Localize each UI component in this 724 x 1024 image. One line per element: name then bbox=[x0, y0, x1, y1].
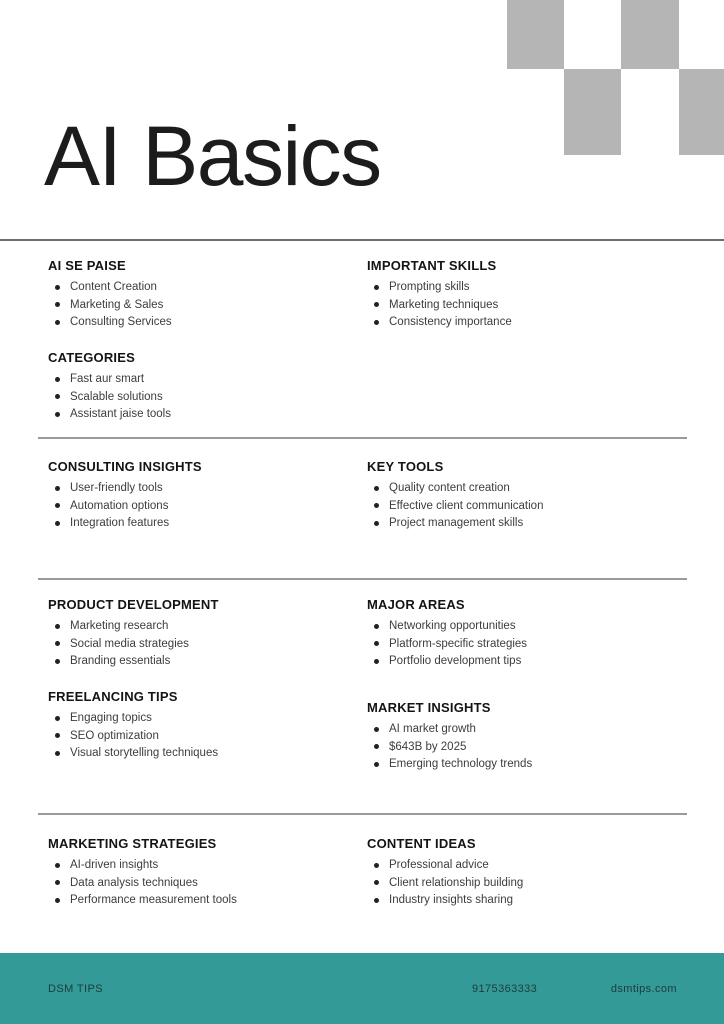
section-list bbox=[367, 280, 688, 329]
list-item-text: Emerging technology trends bbox=[389, 758, 533, 770]
section-major-areas bbox=[367, 597, 688, 668]
list-item bbox=[367, 740, 688, 754]
section-heading: AI SE PAISE bbox=[48, 258, 126, 273]
list-item bbox=[48, 654, 367, 668]
bullet-icon bbox=[374, 302, 379, 307]
section-content-ideas bbox=[367, 836, 688, 907]
list-item bbox=[48, 280, 367, 294]
list-item-text: SEO optimization bbox=[70, 729, 159, 742]
list-item-text: Consulting Services bbox=[70, 316, 172, 328]
column-left bbox=[48, 258, 367, 425]
bullet-icon bbox=[55, 880, 60, 885]
list-item bbox=[367, 637, 688, 651]
section-product-development bbox=[48, 597, 367, 668]
list-item bbox=[48, 372, 367, 386]
list-item-text: Consistency importance bbox=[389, 316, 512, 328]
column-right bbox=[367, 836, 688, 911]
content-row-2 bbox=[48, 459, 688, 534]
list-item-text: $643B by 2025 bbox=[389, 740, 467, 753]
page-title: AI Basics bbox=[44, 109, 381, 203]
list-item bbox=[367, 654, 688, 668]
section-list bbox=[48, 619, 367, 668]
list-item-text: Client relationship building bbox=[389, 876, 524, 889]
list-item bbox=[48, 876, 367, 890]
section-heading: CONSULTING INSIGHTS bbox=[48, 459, 202, 474]
bullet-icon bbox=[55, 285, 60, 290]
section-list bbox=[367, 619, 688, 668]
list-item bbox=[48, 516, 367, 530]
list-item-text: Data analysis techniques bbox=[70, 876, 198, 889]
list-item-text: Effective client communication bbox=[389, 499, 544, 512]
list-item-text: Assistant jaise tools bbox=[70, 408, 171, 420]
divider bbox=[38, 813, 687, 815]
bullet-icon bbox=[55, 394, 60, 399]
checker-square bbox=[621, 0, 679, 69]
bullet-icon bbox=[374, 744, 379, 749]
list-item-text: Project management skills bbox=[389, 517, 524, 529]
section-heading: MARKETING STRATEGIES bbox=[48, 836, 217, 851]
list-item-text: Industry insights sharing bbox=[389, 894, 514, 906]
list-item-text: Content Creation bbox=[70, 281, 157, 293]
section-heading: CONTENT IDEAS bbox=[367, 836, 476, 851]
bullet-icon bbox=[55, 624, 60, 629]
list-item-text: Performance measurement tools bbox=[70, 894, 237, 906]
list-item-text: AI market growth bbox=[389, 723, 476, 735]
section-freelancing-tips bbox=[48, 689, 367, 760]
section-list bbox=[48, 711, 367, 760]
bullet-icon bbox=[55, 503, 60, 508]
list-item bbox=[48, 729, 367, 743]
list-item-text: Fast aur smart bbox=[70, 373, 145, 385]
section-heading: FREELANCING TIPS bbox=[48, 689, 178, 704]
list-item bbox=[367, 619, 688, 633]
list-item-text: Portfolio development tips bbox=[389, 655, 522, 667]
divider bbox=[38, 578, 687, 580]
list-item bbox=[48, 711, 367, 725]
list-item bbox=[367, 499, 688, 513]
list-item bbox=[367, 481, 688, 495]
list-item bbox=[48, 893, 367, 907]
section-list bbox=[48, 481, 367, 530]
bullet-icon bbox=[374, 641, 379, 646]
checker-square bbox=[507, 0, 564, 69]
column-left bbox=[48, 459, 367, 534]
list-item bbox=[48, 481, 367, 495]
list-item bbox=[367, 893, 688, 907]
list-item-text: Marketing & Sales bbox=[70, 298, 164, 311]
bullet-icon bbox=[374, 320, 379, 325]
section-list bbox=[48, 280, 367, 329]
section-list bbox=[48, 372, 367, 421]
column-left bbox=[48, 597, 367, 775]
list-item bbox=[367, 876, 688, 890]
bullet-icon bbox=[374, 727, 379, 732]
bullet-icon bbox=[374, 503, 379, 508]
list-item-text: Marketing techniques bbox=[389, 298, 499, 311]
section-consulting-insights bbox=[48, 459, 367, 530]
list-item bbox=[367, 858, 688, 872]
bullet-icon bbox=[374, 762, 379, 767]
section-key-tools bbox=[367, 459, 688, 530]
section-heading: MAJOR AREAS bbox=[367, 597, 465, 612]
bullet-icon bbox=[55, 521, 60, 526]
section-list bbox=[367, 858, 688, 907]
column-right bbox=[367, 459, 688, 534]
section-list bbox=[48, 858, 367, 907]
bullet-icon bbox=[374, 624, 379, 629]
bullet-icon bbox=[55, 659, 60, 664]
list-item-text: Professional advice bbox=[389, 859, 489, 871]
section-important-skills bbox=[367, 258, 688, 329]
list-item bbox=[48, 499, 367, 513]
list-item-text: Branding essentials bbox=[70, 655, 171, 667]
list-item-text: Visual storytelling techniques bbox=[70, 747, 219, 759]
list-item bbox=[48, 619, 367, 633]
bullet-icon bbox=[374, 285, 379, 290]
list-item-text: Integration features bbox=[70, 517, 170, 529]
list-item-text: Engaging topics bbox=[70, 712, 152, 724]
list-item bbox=[367, 298, 688, 312]
bullet-icon bbox=[374, 486, 379, 491]
list-item-text: Networking opportunities bbox=[389, 620, 516, 632]
bullet-icon bbox=[55, 641, 60, 646]
section-heading: CATEGORIES bbox=[48, 350, 135, 365]
bullet-icon bbox=[55, 377, 60, 382]
bullet-icon bbox=[374, 880, 379, 885]
bullet-icon bbox=[374, 898, 379, 903]
section-marketing-strategies bbox=[48, 836, 367, 907]
section-market-insights bbox=[367, 700, 688, 771]
section-categories bbox=[48, 350, 367, 421]
footer-brand: DSM TIPS bbox=[48, 983, 103, 995]
footer bbox=[0, 953, 724, 1024]
bullet-icon bbox=[55, 320, 60, 325]
section-heading: KEY TOOLS bbox=[367, 459, 444, 474]
list-item-text: Scalable solutions bbox=[70, 390, 163, 403]
bullet-icon bbox=[55, 486, 60, 491]
list-item bbox=[367, 315, 688, 329]
bullet-icon bbox=[374, 659, 379, 664]
list-item-text: Social media strategies bbox=[70, 637, 189, 650]
list-item-text: Quality content creation bbox=[389, 482, 510, 494]
list-item bbox=[48, 858, 367, 872]
bullet-icon bbox=[55, 302, 60, 307]
list-item-text: User-friendly tools bbox=[70, 482, 163, 494]
footer-phone: 9175363333 bbox=[472, 983, 538, 995]
list-item bbox=[367, 722, 688, 736]
list-item bbox=[48, 746, 367, 760]
divider bbox=[38, 437, 687, 439]
content-row-4 bbox=[48, 836, 688, 911]
list-item bbox=[48, 637, 367, 651]
content-row-1 bbox=[48, 258, 688, 425]
checker-square bbox=[564, 69, 621, 155]
divider bbox=[0, 239, 724, 241]
list-item bbox=[48, 298, 367, 312]
list-item bbox=[367, 516, 688, 530]
bullet-icon bbox=[55, 412, 60, 417]
column-left bbox=[48, 836, 367, 911]
section-heading: PRODUCT DEVELOPMENT bbox=[48, 597, 219, 612]
footer-website: dsmtips.com bbox=[610, 983, 677, 995]
section-list bbox=[367, 722, 688, 771]
list-item-text: Marketing research bbox=[70, 620, 169, 632]
bullet-icon bbox=[374, 521, 379, 526]
bullet-icon bbox=[55, 898, 60, 903]
bullet-icon bbox=[55, 751, 60, 756]
section-heading: MARKET INSIGHTS bbox=[367, 700, 491, 715]
column-right bbox=[367, 258, 688, 425]
section-heading: IMPORTANT SKILLS bbox=[367, 258, 497, 273]
bullet-icon bbox=[374, 863, 379, 868]
bullet-icon bbox=[55, 733, 60, 738]
list-item-text: AI-driven insights bbox=[70, 859, 159, 871]
bullet-icon bbox=[55, 716, 60, 721]
checker-square bbox=[679, 69, 724, 155]
list-item bbox=[367, 757, 688, 771]
list-item bbox=[48, 315, 367, 329]
section-ai-se-paise bbox=[48, 258, 367, 329]
list-item-text: Prompting skills bbox=[389, 281, 470, 293]
column-right bbox=[367, 597, 688, 775]
list-item bbox=[48, 390, 367, 404]
list-item-text: Automation options bbox=[70, 499, 169, 512]
list-item bbox=[48, 407, 367, 421]
section-list bbox=[367, 481, 688, 530]
bullet-icon bbox=[55, 863, 60, 868]
content-row-3 bbox=[48, 597, 688, 775]
list-item bbox=[367, 280, 688, 294]
list-item-text: Platform-specific strategies bbox=[389, 637, 528, 650]
